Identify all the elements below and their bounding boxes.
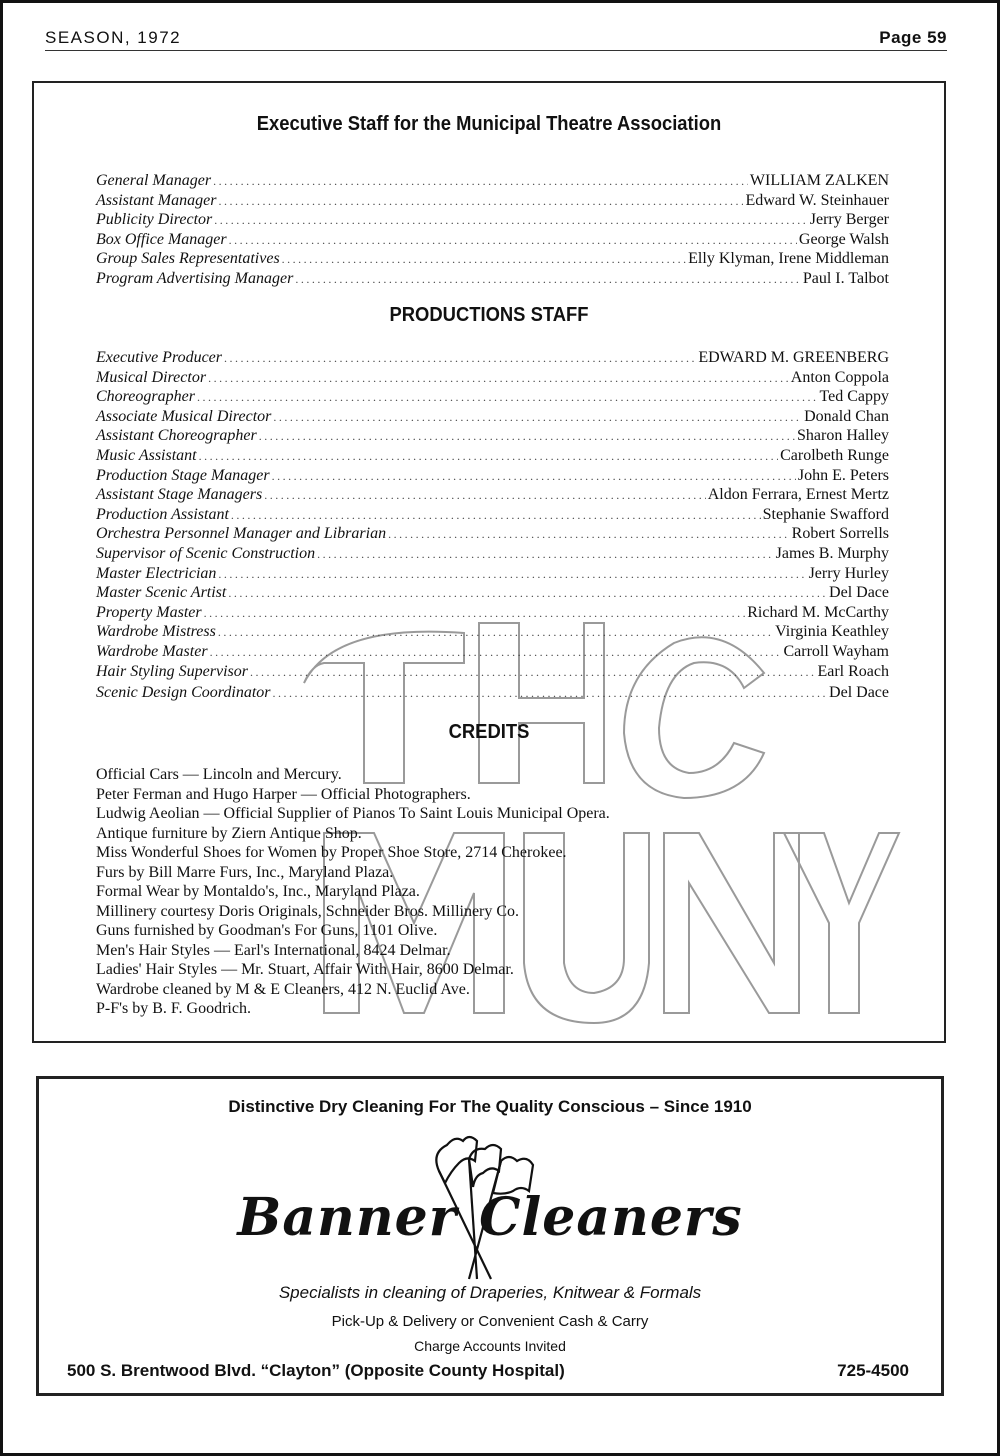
leader-dots bbox=[231, 508, 761, 523]
productions-staff-title: PRODUCTIONS STAFF bbox=[389, 304, 589, 326]
staff-name: Jerry Hurley bbox=[808, 564, 889, 582]
credit-line: Formal Wear by Montaldo's, Inc., Maryland Plaza. bbox=[96, 883, 420, 900]
credit-line: Miss Wonderful Shoes for Women by Proper Shoe Store, 2714 Cherokee. bbox=[96, 844, 567, 861]
leader-dots bbox=[199, 449, 779, 464]
staff-name: James B. Murphy bbox=[775, 544, 889, 562]
role-label: Box Office Manager bbox=[96, 230, 227, 248]
role-label: Music Assistant bbox=[96, 446, 197, 464]
staff-name: EDWARD M. GREENBERG bbox=[698, 349, 889, 366]
leader-dots bbox=[224, 351, 696, 366]
role-label: Hair Styling Supervisor bbox=[96, 662, 248, 680]
staff-row bbox=[96, 270, 889, 290]
role-label: Master Electrician bbox=[96, 564, 217, 582]
staff-row bbox=[96, 604, 889, 624]
role-label: Wardrobe Master bbox=[96, 642, 208, 660]
staff-row bbox=[96, 231, 889, 251]
staff-name: Jerry Berger bbox=[809, 211, 889, 229]
staff-name: Donald Chan bbox=[804, 407, 889, 425]
staff-name: Virginia Keathley bbox=[775, 623, 889, 641]
ad-charge: Charge Accounts Invited bbox=[414, 1338, 566, 1354]
staff-row bbox=[96, 408, 889, 428]
staff-name: WILLIAM ZALKEN bbox=[749, 172, 889, 189]
ad-specialists: Specialists in cleaning of Draperies, Knitwear & Formals bbox=[278, 1283, 702, 1302]
credit-line: P-F's by B. F. Goodrich. bbox=[96, 1000, 251, 1017]
staff-name: Del Dace bbox=[829, 584, 889, 602]
ad-tagline: Distinctive Dry Cleaning For The Quality Conscious – Since 1910 bbox=[228, 1097, 752, 1116]
role-label: Production Assistant bbox=[96, 505, 229, 523]
staff-row bbox=[96, 467, 889, 487]
staff-name: Stephanie Swafford bbox=[762, 505, 889, 523]
executive-staff-title: Executive Staff for the Municipal Theatre Association bbox=[256, 113, 722, 135]
leader-dots bbox=[229, 233, 797, 248]
leader-dots bbox=[282, 252, 686, 267]
role-label: Assistant Manager bbox=[96, 191, 217, 209]
role-label: Executive Producer bbox=[96, 349, 223, 366]
leader-dots bbox=[204, 606, 746, 621]
staff-row bbox=[96, 623, 889, 643]
productions-staff-list bbox=[96, 349, 889, 704]
leader-dots bbox=[213, 174, 748, 189]
leader-dots bbox=[388, 527, 790, 542]
leader-dots bbox=[197, 390, 818, 405]
page-number: Page 59 bbox=[879, 28, 947, 47]
credits-list bbox=[96, 766, 896, 1020]
credit-line: Millinery courtesy Doris Originals, Schneider Bros. Millinery Co. bbox=[96, 902, 520, 920]
role-label: Assistant Stage Managers bbox=[96, 486, 263, 504]
staff-name: John E. Peters bbox=[797, 466, 889, 484]
credit-line: Wardrobe cleaned by M & E Cleaners, 412 N. Euclid Ave. bbox=[96, 980, 470, 998]
ad-brand-name bbox=[39, 1187, 941, 1248]
staff-row bbox=[96, 349, 889, 369]
leader-dots bbox=[218, 567, 806, 582]
leader-dots bbox=[210, 645, 782, 660]
role-label: Assistant Choreographer bbox=[96, 427, 257, 445]
credit-line: Official Cars — Lincoln and Mercury. bbox=[96, 766, 342, 783]
ad-address: 500 S. Brentwood Blvd. “Clayton” (Opposite County Hospital) bbox=[67, 1361, 565, 1380]
staff-row bbox=[96, 565, 889, 585]
credit-line: Guns furnished by Goodman's For Guns, 1101 Olive. bbox=[96, 922, 438, 939]
leader-dots bbox=[295, 272, 801, 287]
role-label: Program Advertising Manager bbox=[96, 269, 294, 287]
credit-line: Men's Hair Styles — Earl's International, 8424 Delmar. bbox=[96, 941, 451, 959]
staff-name: Robert Sorrells bbox=[791, 525, 889, 543]
staff-name: Ted Cappy bbox=[819, 388, 889, 406]
credit-line: Peter Ferman and Hugo Harper — Official Photographers. bbox=[96, 785, 471, 803]
staff-name: Richard M. McCarthy bbox=[747, 603, 889, 621]
staff-name: Paul I. Talbot bbox=[802, 269, 889, 287]
staff-row bbox=[96, 447, 889, 467]
leader-dots bbox=[273, 686, 828, 701]
credit-line: Antique furniture by Ziern Antique Shop. bbox=[96, 824, 362, 842]
leader-dots bbox=[218, 625, 773, 640]
staff-name: Anton Coppola bbox=[790, 368, 889, 386]
staff-name: Sharon Halley bbox=[797, 427, 889, 445]
role-label: Property Master bbox=[96, 603, 202, 621]
staff-row bbox=[96, 663, 889, 683]
staff-row bbox=[96, 584, 889, 604]
leader-dots bbox=[250, 665, 815, 680]
staff-row bbox=[96, 192, 889, 212]
staff-row bbox=[96, 525, 889, 545]
leader-dots bbox=[264, 488, 706, 503]
role-label: Wardrobe Mistress bbox=[96, 623, 216, 641]
role-label: Associate Musical Director bbox=[96, 407, 272, 425]
role-label: Scenic Design Coordinator bbox=[96, 684, 271, 702]
leader-dots bbox=[272, 469, 796, 484]
staff-row bbox=[96, 211, 889, 231]
season-label: SEASON, 1972 bbox=[45, 28, 182, 47]
staff-row bbox=[96, 643, 889, 663]
leader-dots bbox=[214, 213, 808, 228]
staff-name: Edward W. Steinhauer bbox=[745, 191, 889, 209]
credit-line: Ludwig Aeolian — Official Supplier of Pianos To Saint Louis Municipal Opera. bbox=[96, 805, 610, 822]
staff-name: Earl Roach bbox=[817, 662, 889, 680]
staff-box bbox=[32, 81, 946, 1043]
role-label: General Manager bbox=[96, 172, 212, 189]
staff-row bbox=[96, 250, 889, 270]
staff-name: Carroll Wayham bbox=[783, 642, 889, 660]
leader-dots bbox=[218, 194, 743, 209]
staff-row bbox=[96, 684, 889, 704]
leader-dots bbox=[317, 547, 774, 562]
staff-name: Aldon Ferrara, Ernest Mertz bbox=[707, 486, 889, 504]
executive-staff-list bbox=[96, 172, 889, 290]
role-label: Production Stage Manager bbox=[96, 466, 270, 484]
ad-pickup: Pick-Up & Delivery or Convenient Cash & Carry bbox=[331, 1313, 649, 1330]
ad-phone: 725-4500 bbox=[837, 1361, 909, 1380]
staff-row bbox=[96, 486, 889, 506]
credits-title: CREDITS bbox=[448, 721, 530, 743]
credit-line: Ladies' Hair Styles — Mr. Stuart, Affair With Hair, 8600 Delmar. bbox=[96, 961, 514, 978]
role-label: Choreographer bbox=[96, 388, 195, 406]
role-label: Group Sales Representatives bbox=[96, 250, 280, 268]
staff-name: Del Dace bbox=[829, 684, 889, 702]
brand-right-word: Cleaners bbox=[479, 1187, 743, 1248]
staff-row bbox=[96, 506, 889, 526]
leader-dots bbox=[259, 429, 795, 444]
role-label: Master Scenic Artist bbox=[96, 584, 227, 602]
staff-row bbox=[96, 172, 889, 192]
leader-dots bbox=[208, 371, 789, 386]
role-label: Orchestra Personnel Manager and Librarian bbox=[96, 525, 387, 543]
running-head bbox=[45, 28, 947, 51]
role-label: Supervisor of Scenic Construction bbox=[96, 544, 316, 562]
staff-name: Carolbeth Runge bbox=[780, 446, 889, 464]
role-label: Musical Director bbox=[96, 368, 207, 386]
staff-row bbox=[96, 388, 889, 408]
banner-cleaners-ad bbox=[36, 1076, 944, 1396]
leader-dots bbox=[228, 586, 827, 601]
role-label: Publicity Director bbox=[96, 211, 213, 229]
leader-dots bbox=[273, 410, 802, 425]
staff-row bbox=[96, 545, 889, 565]
staff-row bbox=[96, 427, 889, 447]
staff-name: Elly Klyman, Irene Middleman bbox=[688, 250, 889, 268]
staff-name: George Walsh bbox=[798, 230, 889, 248]
staff-row bbox=[96, 369, 889, 389]
brand-left-word: Banner bbox=[237, 1187, 458, 1248]
credit-line: Furs by Bill Marre Furs, Inc., Maryland Plaza. bbox=[96, 863, 394, 881]
